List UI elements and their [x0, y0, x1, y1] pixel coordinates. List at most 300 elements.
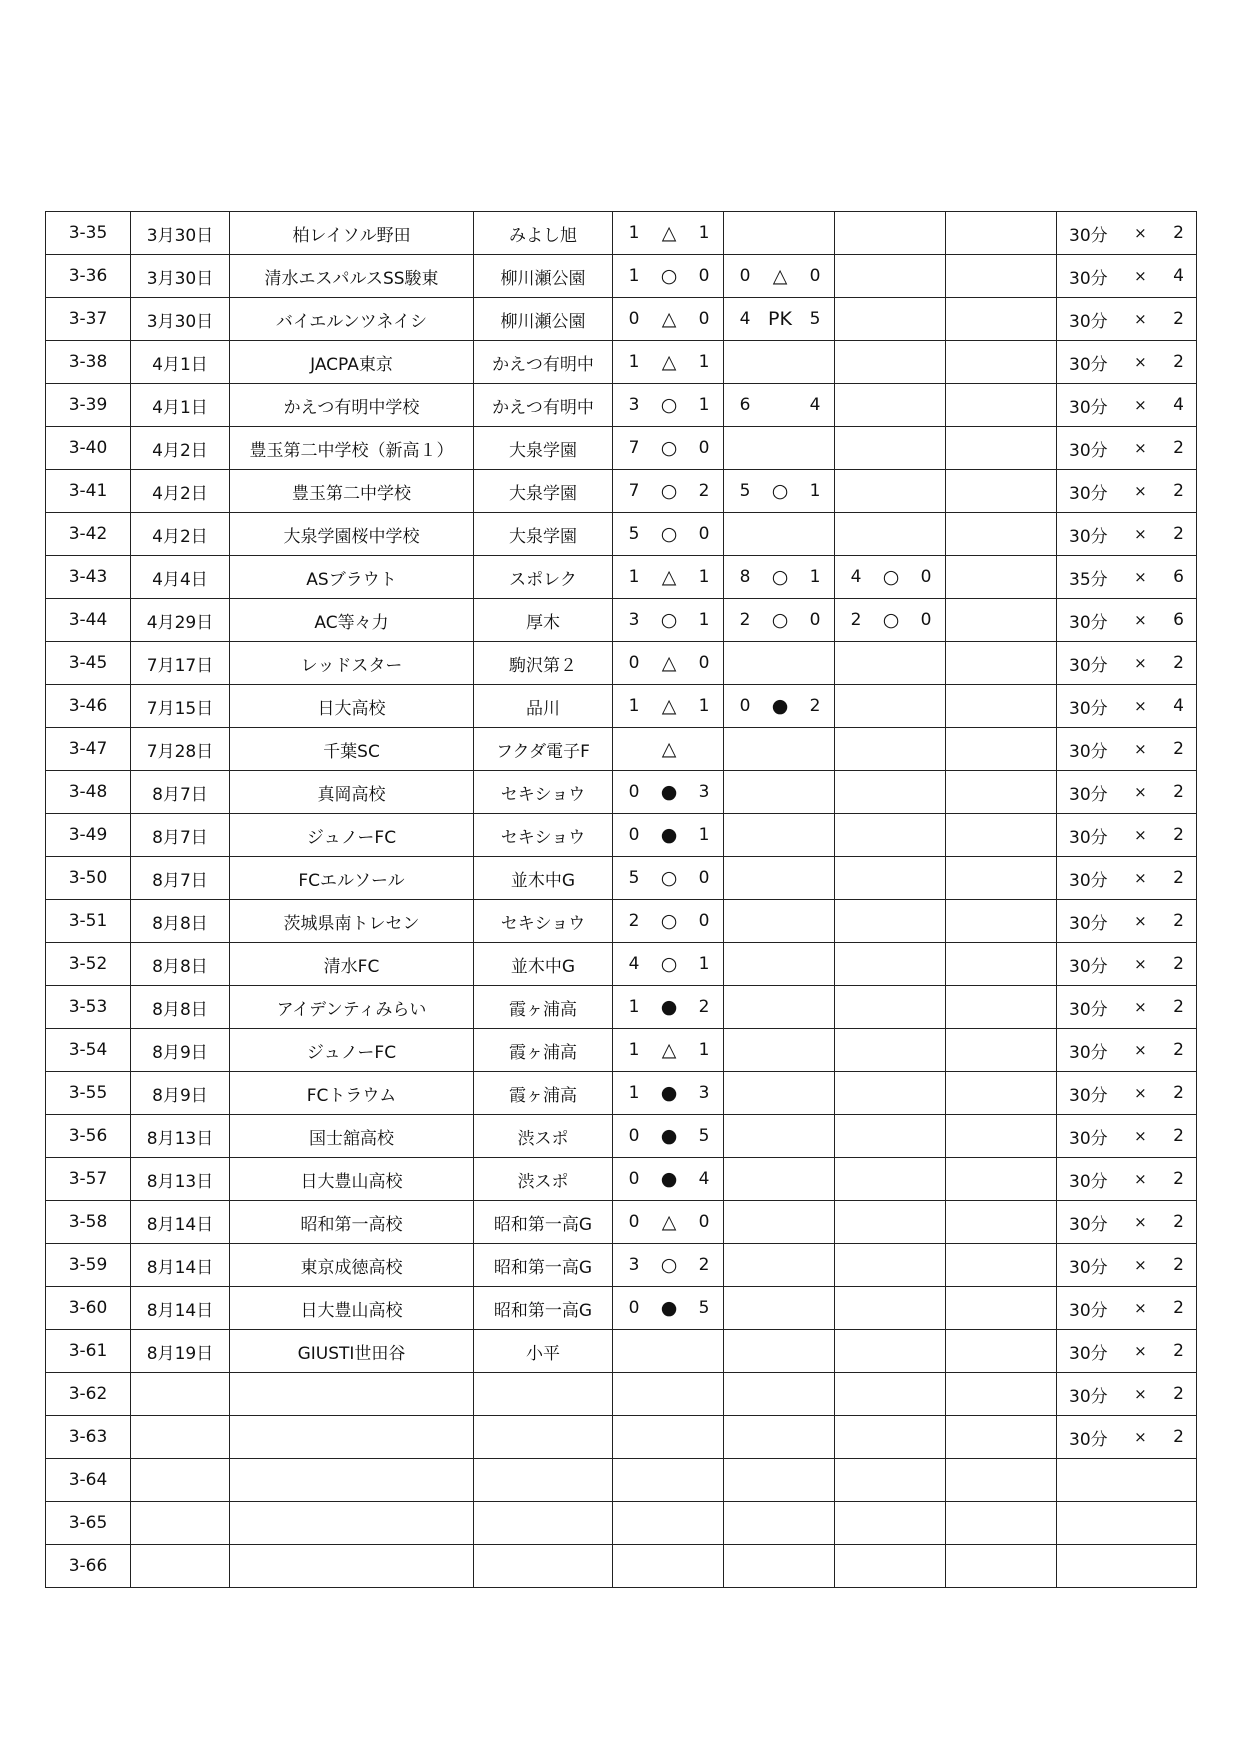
score-cell-1 [613, 255, 724, 298]
times-sign: × [1134, 1170, 1147, 1188]
match-format-cell [1057, 771, 1197, 814]
score-ours: 5 [628, 524, 640, 544]
table-row [46, 513, 1197, 556]
match-number-cell: 3-46 [46, 685, 131, 728]
score-cell-2 [724, 599, 835, 642]
result-mark: ● [660, 1082, 678, 1104]
result-mark: ○ [660, 953, 678, 975]
score-theirs: 3 [698, 782, 710, 802]
score-theirs: 0 [698, 524, 710, 544]
match-number-cell: 3-51 [46, 900, 131, 943]
venue-cell: 昭和第一高G [474, 1287, 613, 1330]
score-cell-1 [613, 1201, 724, 1244]
score-theirs: 4 [809, 395, 821, 415]
times-sign: × [1134, 310, 1147, 328]
score-cell-3 [835, 599, 946, 642]
table-row [46, 1244, 1197, 1287]
score-theirs: 0 [920, 610, 932, 630]
score-theirs: 5 [809, 309, 821, 329]
score-theirs: 2 [698, 1255, 710, 1275]
score-cell-2 [724, 427, 835, 470]
table-row [46, 470, 1197, 513]
score-theirs: 1 [698, 223, 710, 243]
match-rows [46, 212, 1197, 1588]
half-duration: 30分 [1069, 440, 1108, 461]
period-count: 2 [1173, 1255, 1184, 1275]
table-row [46, 1072, 1197, 1115]
score-cell-1 [613, 1029, 724, 1072]
match-date-cell: 4月1日 [131, 384, 230, 427]
match-format-cell [1057, 986, 1197, 1029]
period-count: 2 [1173, 1126, 1184, 1146]
score-cell-2 [724, 556, 835, 599]
score-cell-1 [613, 986, 724, 1029]
venue-cell [474, 1545, 613, 1588]
times-sign: × [1134, 353, 1147, 371]
times-sign: × [1134, 697, 1147, 715]
opponent-cell: FCエルソール [230, 857, 474, 900]
table-row [46, 771, 1197, 814]
score-ours: 1 [628, 352, 640, 372]
table-row [46, 685, 1197, 728]
score-cell-2 [724, 986, 835, 1029]
result-mark: ○ [660, 867, 678, 889]
result-mark: ● [771, 695, 789, 717]
result-mark: ○ [660, 1254, 678, 1276]
score-cell-3 [835, 685, 946, 728]
match-format-cell [1057, 814, 1197, 857]
match-date-cell: 7月17日 [131, 642, 230, 685]
match-format-cell [1057, 1158, 1197, 1201]
score-cell-1 [613, 728, 724, 771]
venue-cell [474, 1459, 613, 1502]
period-count: 6 [1173, 567, 1184, 587]
half-duration: 30分 [1069, 483, 1108, 504]
match-date-cell [131, 1373, 230, 1416]
venue-cell: フクダ電子F [474, 728, 613, 771]
score-ours: 0 [739, 696, 751, 716]
venue-cell: セキショウ [474, 814, 613, 857]
match-format-cell [1057, 1330, 1197, 1373]
match-number-cell: 3-63 [46, 1416, 131, 1459]
match-date-cell: 8月9日 [131, 1029, 230, 1072]
extra-cell [946, 900, 1057, 943]
match-number-cell: 3-61 [46, 1330, 131, 1373]
half-duration: 30分 [1069, 827, 1108, 848]
score-cell-1 [613, 599, 724, 642]
match-format-cell [1057, 255, 1197, 298]
result-mark: ● [660, 1297, 678, 1319]
score-ours: 7 [628, 481, 640, 501]
times-sign: × [1134, 568, 1147, 586]
match-format-cell [1057, 556, 1197, 599]
match-date-cell: 8月13日 [131, 1158, 230, 1201]
half-duration: 30分 [1069, 1343, 1108, 1364]
half-duration: 30分 [1069, 354, 1108, 375]
table-row [46, 556, 1197, 599]
score-cell-1 [613, 556, 724, 599]
score-cell-2 [724, 1373, 835, 1416]
score-cell-2 [724, 341, 835, 384]
score-cell-1 [613, 814, 724, 857]
table-row [46, 1502, 1197, 1545]
result-mark: ● [660, 1168, 678, 1190]
match-format-cell [1057, 1201, 1197, 1244]
period-count: 2 [1173, 997, 1184, 1017]
venue-cell: 品川 [474, 685, 613, 728]
extra-cell [946, 298, 1057, 341]
score-cell-3 [835, 1416, 946, 1459]
venue-cell: 駒沢第２ [474, 642, 613, 685]
extra-cell [946, 642, 1057, 685]
venue-cell: 渋スポ [474, 1115, 613, 1158]
table-row [46, 384, 1197, 427]
result-mark: ● [660, 1125, 678, 1147]
score-ours: 7 [628, 438, 640, 458]
score-cell-1 [613, 298, 724, 341]
score-ours: 8 [739, 567, 751, 587]
score-theirs: 1 [698, 954, 710, 974]
opponent-cell: JACPA東京 [230, 341, 474, 384]
result-mark: ● [660, 996, 678, 1018]
times-sign: × [1134, 1385, 1147, 1403]
score-cell-1 [613, 771, 724, 814]
score-cell-2 [724, 814, 835, 857]
match-number-cell: 3-38 [46, 341, 131, 384]
match-format-cell [1057, 1545, 1197, 1588]
score-theirs: 0 [698, 868, 710, 888]
extra-cell [946, 427, 1057, 470]
result-mark: ○ [660, 480, 678, 502]
score-cell-3 [835, 1373, 946, 1416]
extra-cell [946, 685, 1057, 728]
opponent-cell [230, 1459, 474, 1502]
score-cell-3 [835, 513, 946, 556]
match-format-cell [1057, 900, 1197, 943]
score-cell-2 [724, 298, 835, 341]
match-format-cell [1057, 341, 1197, 384]
result-mark: ○ [771, 609, 789, 631]
match-format-cell [1057, 1115, 1197, 1158]
score-theirs: 0 [809, 610, 821, 630]
score-cell-2 [724, 1072, 835, 1115]
extra-cell [946, 943, 1057, 986]
table-row [46, 1545, 1197, 1588]
score-cell-2 [724, 384, 835, 427]
table-row [46, 212, 1197, 255]
score-theirs: 0 [920, 567, 932, 587]
period-count: 2 [1173, 1298, 1184, 1318]
venue-cell: 昭和第一高G [474, 1201, 613, 1244]
times-sign: × [1134, 439, 1147, 457]
match-date-cell: 3月30日 [131, 298, 230, 341]
result-mark: △ [661, 222, 677, 244]
match-number-cell: 3-43 [46, 556, 131, 599]
table-row [46, 728, 1197, 771]
half-duration: 30分 [1069, 311, 1108, 332]
score-ours: 4 [850, 567, 862, 587]
table-row [46, 943, 1197, 986]
opponent-cell: バイエルンツネイシ [230, 298, 474, 341]
extra-cell [946, 771, 1057, 814]
score-theirs: 0 [698, 438, 710, 458]
match-date-cell: 8月7日 [131, 771, 230, 814]
score-cell-1 [613, 1373, 724, 1416]
score-cell-2 [724, 1287, 835, 1330]
opponent-cell: レッドスター [230, 642, 474, 685]
match-format-cell [1057, 212, 1197, 255]
times-sign: × [1134, 1213, 1147, 1231]
match-date-cell: 8月8日 [131, 986, 230, 1029]
score-theirs: 1 [698, 395, 710, 415]
score-ours: 0 [628, 782, 640, 802]
match-number-cell: 3-36 [46, 255, 131, 298]
table-row [46, 986, 1197, 1029]
times-sign: × [1134, 396, 1147, 414]
score-ours: 1 [628, 696, 640, 716]
half-duration: 30分 [1069, 741, 1108, 762]
times-sign: × [1134, 783, 1147, 801]
score-theirs: 1 [809, 567, 821, 587]
venue-cell: スポレク [474, 556, 613, 599]
opponent-cell [230, 1502, 474, 1545]
opponent-cell: 豊玉第二中学校 [230, 470, 474, 513]
extra-cell [946, 1244, 1057, 1287]
venue-cell: 柳川瀬公園 [474, 255, 613, 298]
match-number-cell: 3-53 [46, 986, 131, 1029]
opponent-cell: 日大高校 [230, 685, 474, 728]
score-ours: 3 [628, 395, 640, 415]
result-mark: ● [660, 781, 678, 803]
match-format-cell [1057, 728, 1197, 771]
score-theirs: 0 [698, 266, 710, 286]
period-count: 2 [1173, 223, 1184, 243]
venue-cell [474, 1502, 613, 1545]
score-cell-3 [835, 1287, 946, 1330]
score-cell-2 [724, 212, 835, 255]
match-date-cell: 4月2日 [131, 427, 230, 470]
times-sign: × [1134, 998, 1147, 1016]
period-count: 2 [1173, 868, 1184, 888]
half-duration: 30分 [1069, 1257, 1108, 1278]
extra-cell [946, 1158, 1057, 1201]
match-number-cell: 3-44 [46, 599, 131, 642]
period-count: 4 [1173, 266, 1184, 286]
extra-cell [946, 728, 1057, 771]
score-theirs: 1 [698, 567, 710, 587]
times-sign: × [1134, 1256, 1147, 1274]
table-row [46, 1416, 1197, 1459]
table-row [46, 857, 1197, 900]
match-number-cell: 3-55 [46, 1072, 131, 1115]
score-ours: 0 [628, 1212, 640, 1232]
match-date-cell: 8月14日 [131, 1244, 230, 1287]
opponent-cell: 清水エスパルスSS駿東 [230, 255, 474, 298]
score-ours: 0 [739, 266, 751, 286]
period-count: 2 [1173, 911, 1184, 931]
times-sign: × [1134, 1127, 1147, 1145]
table-row [46, 298, 1197, 341]
result-mark: ○ [660, 265, 678, 287]
half-duration: 30分 [1069, 1042, 1108, 1063]
period-count: 2 [1173, 1169, 1184, 1189]
match-number-cell: 3-35 [46, 212, 131, 255]
match-date-cell: 4月2日 [131, 470, 230, 513]
score-ours: 0 [628, 825, 640, 845]
score-cell-2 [724, 1502, 835, 1545]
score-cell-1 [613, 1287, 724, 1330]
opponent-cell: GIUSTI世田谷 [230, 1330, 474, 1373]
score-cell-3 [835, 298, 946, 341]
match-date-cell: 4月1日 [131, 341, 230, 384]
result-mark: △ [661, 566, 677, 588]
opponent-cell: AC等々力 [230, 599, 474, 642]
match-format-cell [1057, 1416, 1197, 1459]
half-duration: 30分 [1069, 1128, 1108, 1149]
half-duration: 30分 [1069, 784, 1108, 805]
match-date-cell: 8月19日 [131, 1330, 230, 1373]
score-theirs: 0 [698, 911, 710, 931]
score-theirs: 5 [698, 1298, 710, 1318]
score-cell-3 [835, 1459, 946, 1502]
table-row [46, 900, 1197, 943]
venue-cell: セキショウ [474, 900, 613, 943]
times-sign: × [1134, 869, 1147, 887]
match-date-cell: 4月29日 [131, 599, 230, 642]
match-number-cell: 3-54 [46, 1029, 131, 1072]
score-ours: 5 [628, 868, 640, 888]
score-cell-3 [835, 427, 946, 470]
score-cell-1 [613, 1115, 724, 1158]
score-theirs: 0 [809, 266, 821, 286]
result-mark: ○ [660, 910, 678, 932]
extra-cell [946, 470, 1057, 513]
opponent-cell: 日大豊山高校 [230, 1287, 474, 1330]
match-date-cell: 8月9日 [131, 1072, 230, 1115]
result-mark: ○ [660, 609, 678, 631]
score-cell-2 [724, 1158, 835, 1201]
extra-cell [946, 513, 1057, 556]
score-cell-1 [613, 685, 724, 728]
match-number-cell: 3-47 [46, 728, 131, 771]
match-number-cell: 3-42 [46, 513, 131, 556]
table-row [46, 1287, 1197, 1330]
venue-cell: 大泉学園 [474, 427, 613, 470]
score-cell-2 [724, 1201, 835, 1244]
score-theirs: 5 [698, 1126, 710, 1146]
score-ours: 1 [628, 266, 640, 286]
score-ours: 1 [628, 997, 640, 1017]
venue-cell: 大泉学園 [474, 470, 613, 513]
score-theirs: 3 [698, 1083, 710, 1103]
opponent-cell [230, 1545, 474, 1588]
opponent-cell: FCトラウム [230, 1072, 474, 1115]
period-count: 2 [1173, 1083, 1184, 1103]
match-date-cell: 7月28日 [131, 728, 230, 771]
venue-cell: 並木中G [474, 943, 613, 986]
score-cell-2 [724, 255, 835, 298]
table-row [46, 1158, 1197, 1201]
score-cell-2 [724, 1416, 835, 1459]
score-cell-3 [835, 943, 946, 986]
times-sign: × [1134, 1299, 1147, 1317]
match-number-cell: 3-66 [46, 1545, 131, 1588]
score-ours: 1 [628, 567, 640, 587]
half-duration: 30分 [1069, 913, 1108, 934]
opponent-cell: アイデンティみらい [230, 986, 474, 1029]
match-number-cell: 3-40 [46, 427, 131, 470]
match-number-cell: 3-59 [46, 1244, 131, 1287]
extra-cell [946, 1373, 1057, 1416]
opponent-cell: ASブラウト [230, 556, 474, 599]
period-count: 2 [1173, 1341, 1184, 1361]
extra-cell [946, 212, 1057, 255]
score-ours: 1 [628, 1040, 640, 1060]
match-date-cell: 8月7日 [131, 814, 230, 857]
period-count: 4 [1173, 395, 1184, 415]
match-format-cell [1057, 642, 1197, 685]
match-date-cell [131, 1502, 230, 1545]
extra-cell [946, 1115, 1057, 1158]
match-number-cell: 3-50 [46, 857, 131, 900]
score-ours: 1 [628, 1083, 640, 1103]
score-cell-3 [835, 255, 946, 298]
match-number-cell: 3-37 [46, 298, 131, 341]
match-format-cell [1057, 427, 1197, 470]
match-date-cell [131, 1416, 230, 1459]
score-cell-2 [724, 857, 835, 900]
result-mark: △ [661, 652, 677, 674]
score-cell-3 [835, 1244, 946, 1287]
table-row [46, 1201, 1197, 1244]
score-theirs: 0 [698, 1212, 710, 1232]
opponent-cell: 清水FC [230, 943, 474, 986]
venue-cell: かえつ有明中 [474, 384, 613, 427]
match-date-cell [131, 1459, 230, 1502]
score-cell-2 [724, 1545, 835, 1588]
match-format-cell [1057, 1287, 1197, 1330]
match-number-cell: 3-45 [46, 642, 131, 685]
result-mark: △ [661, 351, 677, 373]
score-theirs: 2 [698, 481, 710, 501]
extra-cell [946, 341, 1057, 384]
match-date-cell: 8月8日 [131, 943, 230, 986]
half-duration: 30分 [1069, 1429, 1108, 1450]
table-row [46, 599, 1197, 642]
extra-cell [946, 1416, 1057, 1459]
extra-cell [946, 1072, 1057, 1115]
score-cell-2 [724, 1330, 835, 1373]
score-cell-2 [724, 943, 835, 986]
score-cell-2 [724, 1244, 835, 1287]
period-count: 2 [1173, 1384, 1184, 1404]
match-number-cell: 3-62 [46, 1373, 131, 1416]
extra-cell [946, 599, 1057, 642]
match-date-cell [131, 1545, 230, 1588]
score-cell-3 [835, 212, 946, 255]
times-sign: × [1134, 525, 1147, 543]
result-mark: △ [661, 738, 677, 760]
score-cell-3 [835, 814, 946, 857]
times-sign: × [1134, 1041, 1147, 1059]
score-theirs: 1 [698, 610, 710, 630]
times-sign: × [1134, 912, 1147, 930]
score-theirs: 1 [809, 481, 821, 501]
opponent-cell [230, 1373, 474, 1416]
period-count: 2 [1173, 438, 1184, 458]
score-cell-3 [835, 1330, 946, 1373]
score-cell-2 [724, 771, 835, 814]
